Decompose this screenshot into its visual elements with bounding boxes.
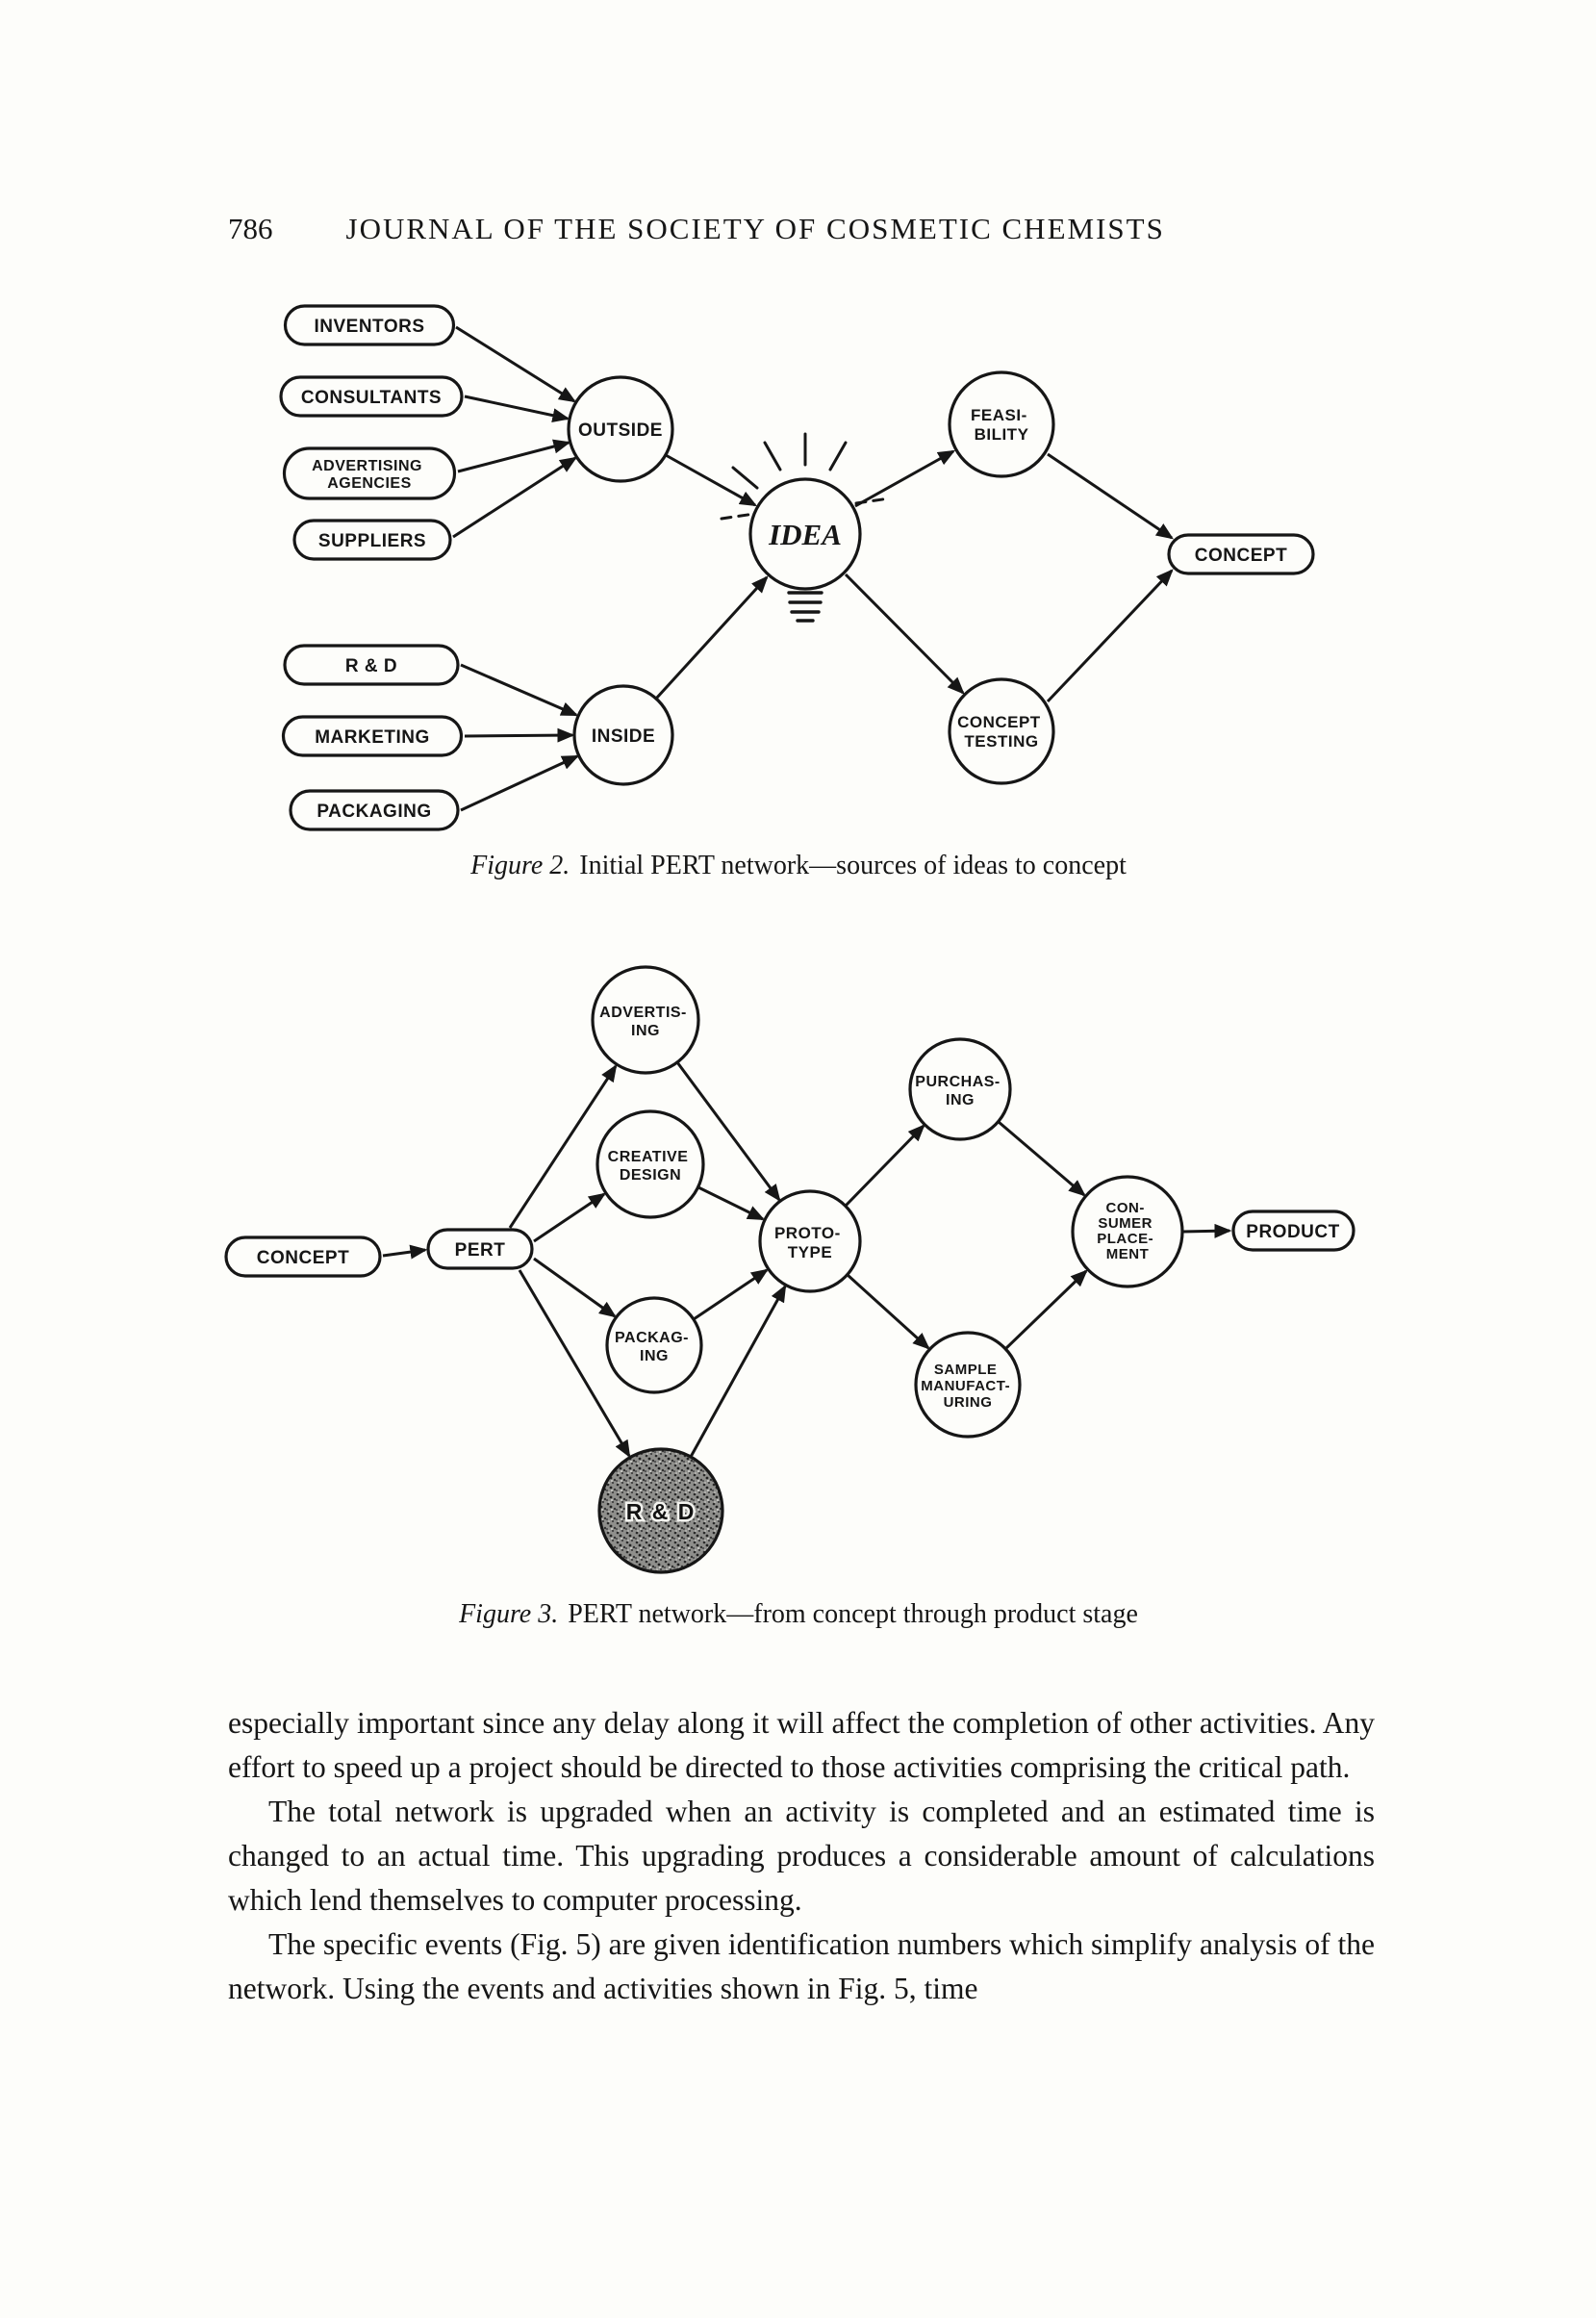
fig3-node-advertising-label: ADVERTIS- ING xyxy=(599,1005,687,1039)
fig2-node-idea-label: IDEA xyxy=(769,518,842,551)
fig3-node-creative-design-label: CREATIVE DESIGN xyxy=(607,1149,689,1184)
fig2-node-consultants xyxy=(281,377,462,416)
fig3-node-consumer-placement-label: CON- SUMER PLACE- MENT xyxy=(1097,1200,1154,1262)
figure3-caption-label: Figure 3. xyxy=(459,1599,559,1629)
fig2-node-suppliers-label: SUPPLIERS xyxy=(317,531,427,551)
figure2-caption xyxy=(226,851,1371,881)
fig2-node-inside xyxy=(574,686,672,784)
fig3-edge-packaging-prototype xyxy=(694,1270,767,1319)
fig2-node-inventors xyxy=(286,306,454,344)
fig2-node-feasibility-label: FEASI- BILITY xyxy=(971,406,1029,444)
fig2-node-consultants-label: CONSULTANTS xyxy=(300,388,443,408)
fig2-node-advertising-agencies xyxy=(285,448,455,498)
fig3-node-sample-manufacturing-label: SAMPLE MANUFACT- URING xyxy=(921,1362,1011,1411)
fig2-edge-advertising-agencies-outside xyxy=(458,443,569,471)
fig3-node-rd xyxy=(599,1449,722,1572)
body-paragraph-3: The specific events (Fig. 5) are given identification numbers which simplify analysis of the network. Using the events and activities shown in Fig. 5, time xyxy=(228,1927,1375,2005)
fig3-edge-concept-pert xyxy=(383,1250,425,1256)
fig3-node-packaging xyxy=(607,1298,701,1392)
body-paragraph-1: especially important since any delay along it will affect the completion of other activities. Any effort to speed up a project should be directed to those activities comprising the critical path. xyxy=(228,1706,1375,1784)
fig2-node-inventors-label: INVENTORS xyxy=(314,317,425,337)
fig2-node-marketing xyxy=(284,717,462,755)
fig3-node-packaging-label: PACKAG- ING xyxy=(615,1330,690,1364)
fig3-node-purchasing xyxy=(910,1039,1010,1139)
fig2-node-outside-label: OUTSIDE xyxy=(578,420,663,441)
fig3-node-prototype-label: PROTO- TYPE xyxy=(773,1224,841,1261)
fig2-node-rd-label: R & D xyxy=(344,656,398,676)
fig2-node-concept-testing xyxy=(950,679,1053,783)
running-head xyxy=(228,212,1165,246)
fig3-node-concept-label: CONCEPT xyxy=(256,1248,350,1268)
fig2-node-inside-label: INSIDE xyxy=(591,726,656,747)
fig3-node-rd-label: R & D xyxy=(625,1499,697,1524)
fig3-edge-creative-design-prototype xyxy=(698,1187,763,1219)
figure3-caption-text: PERT network—from concept through product stage xyxy=(568,1599,1138,1629)
fig3-node-pert-label: PERT xyxy=(454,1240,506,1261)
fig2-node-packaging xyxy=(291,791,458,829)
fig2-edge-idea-feasibility xyxy=(855,451,953,506)
fig2-node-concept-label: CONCEPT xyxy=(1194,546,1288,566)
fig3-edge-pert-creative-design xyxy=(534,1194,604,1241)
figure3-caption xyxy=(226,1599,1371,1630)
page-number: 786 xyxy=(228,212,273,245)
fig2-node-advertising-agencies-label: ADVERTISING AGENCIES xyxy=(312,458,422,492)
journal-title: JOURNAL OF THE SOCIETY OF COSMETIC CHEMISTS xyxy=(345,212,1165,245)
fig2-node-feasibility xyxy=(950,372,1053,476)
fig3-node-purchasing-label: PURCHAS- ING xyxy=(915,1074,1001,1108)
bulb-screw-base xyxy=(789,593,822,621)
figure2-caption-label: Figure 2. xyxy=(470,851,570,880)
fig2-node-packaging-label: PACKAGING xyxy=(317,802,432,822)
fig2-edge-concept-testing-concept xyxy=(1048,571,1172,701)
fig3-edge-prototype-sample-manufacturing xyxy=(848,1275,928,1348)
body-paragraph-2: The total network is upgraded when an activity is completed and an estimated time is changed to an actual time. This upgrading produces a considerable amount of calculations which lend themselves to computer processing. xyxy=(228,1795,1375,1917)
fig2-edge-rd-inside xyxy=(461,665,576,715)
fig3-node-pert xyxy=(428,1230,532,1268)
fig3-node-prototype xyxy=(760,1191,860,1291)
fig2-edge-consultants-outside xyxy=(465,396,568,419)
fig3-edge-consumer-placement-product xyxy=(1182,1231,1229,1232)
fig2-node-suppliers xyxy=(294,521,450,559)
fig3-node-product-label: PRODUCT xyxy=(1246,1222,1340,1242)
fig2-edge-inside-idea xyxy=(656,577,767,699)
fig2-node-marketing-label: MARKETING xyxy=(315,727,430,748)
fig3-node-consumer-placement xyxy=(1073,1177,1182,1286)
fig3-node-sample-manufacturing xyxy=(916,1333,1020,1437)
fig3-node-product xyxy=(1233,1211,1354,1250)
fig2-edge-suppliers-outside xyxy=(453,458,575,537)
figure2-diagram xyxy=(279,298,1318,847)
fig3-edge-purchasing-consumer-placement xyxy=(999,1122,1084,1195)
fig2-edge-packaging-inside xyxy=(461,756,577,810)
fig2-node-rd xyxy=(285,646,458,684)
figure2-caption-text: Initial PERT network—sources of ideas to concept xyxy=(579,851,1127,880)
figure3-diagram xyxy=(221,962,1433,1588)
fig2-edge-idea-concept-testing xyxy=(846,574,963,693)
fig2-edge-inventors-outside xyxy=(456,327,574,401)
fig3-edge-pert-packaging xyxy=(534,1259,615,1316)
fig3-node-concept xyxy=(226,1237,380,1276)
fig2-node-outside xyxy=(569,377,672,481)
fig3-edge-prototype-purchasing xyxy=(846,1126,924,1206)
fig2-edge-feasibility-concept xyxy=(1048,454,1172,538)
fig3-node-creative-design xyxy=(597,1111,703,1217)
fig2-edge-outside-idea xyxy=(666,455,755,505)
fig2-node-concept xyxy=(1169,535,1313,573)
fig3-node-advertising xyxy=(593,967,698,1073)
body-text xyxy=(228,1701,1375,2011)
fig2-edge-marketing-inside xyxy=(465,735,572,736)
fig3-edge-sample-manufacturing-consumer-placement xyxy=(1005,1271,1086,1349)
fig2-node-concept-testing-label: CONCEPT TESTING xyxy=(957,713,1041,751)
